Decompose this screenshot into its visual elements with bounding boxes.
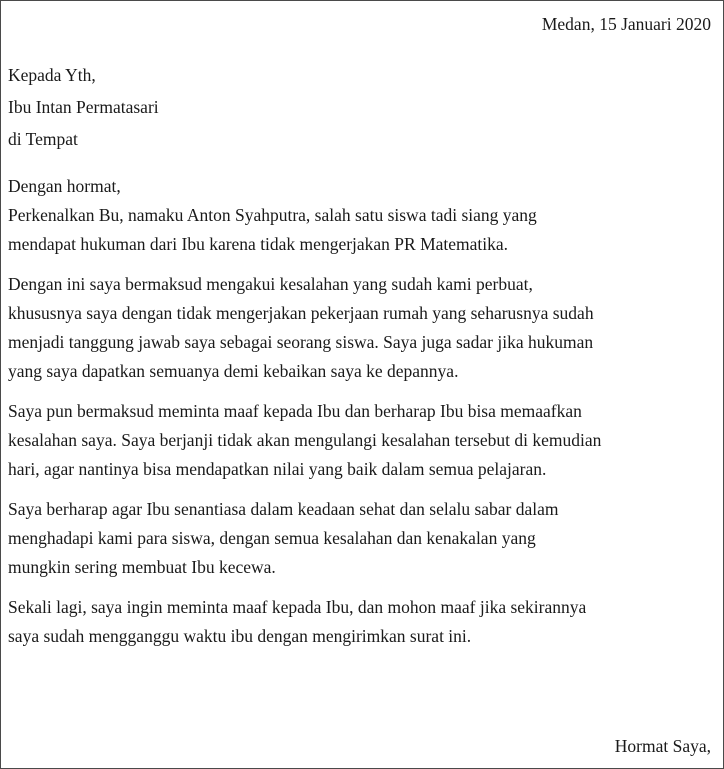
letter-body xyxy=(8,172,713,662)
opening-greeting: Dengan hormat, xyxy=(8,176,121,196)
paragraph-line: Saya berharap agar Ibu senantiasa dalam keadaan sehat dan selalu sabar dalam xyxy=(8,499,559,519)
paragraph-line: saya sudah mengganggu waktu ibu dengan mengirimkan surat ini. xyxy=(8,626,472,646)
letter-date: Medan, 15 Januari 2020 xyxy=(541,14,711,34)
paragraph-line: mungkin sering membuat Ibu kecewa. xyxy=(8,557,276,577)
paragraph-line: yang saya dapatkan semuanya demi kebaikan saya ke depannya. xyxy=(8,361,459,381)
paragraph-line: kesalahan saya. Saya berjanji tidak akan mengulangi kesalahan tersebut di kemudian xyxy=(8,430,602,450)
paragraph-apology xyxy=(8,397,713,484)
paragraph-line: Sekali lagi, saya ingin meminta maaf kepada Ibu, dan mohon maaf jika sekirannya xyxy=(8,597,587,617)
recipient-location: di Tempat xyxy=(8,129,78,149)
paragraph-closing-remarks xyxy=(8,593,713,651)
recipient-block xyxy=(8,59,713,155)
paragraph-line: Dengan ini saya bermaksud mengakui kesalahan yang sudah kami perbuat, xyxy=(8,274,533,294)
paragraph-line: khususnya saya dengan tidak mengerjakan pekerjaan rumah yang seharusnya sudah xyxy=(8,303,594,323)
paragraph-opening xyxy=(8,172,713,259)
paragraph-hope xyxy=(8,495,713,582)
paragraph-line: menjadi tanggung jawab saya sebagai seorang siswa. Saya juga sadar jika hukuman xyxy=(8,332,594,352)
paragraph-line: Saya pun bermaksud meminta maaf kepada Ibu dan berharap Ibu bisa memaafkan xyxy=(8,401,582,421)
recipient-salutation: Kepada Yth, xyxy=(8,65,96,85)
paragraph-line: Perkenalkan Bu, namaku Anton Syahputra, salah satu siswa tadi siang yang xyxy=(8,205,537,225)
paragraph-line: menghadapi kami para siswa, dengan semua kesalahan dan kenakalan yang xyxy=(8,528,536,548)
paragraph-line: hari, agar nantinya bisa mendapatkan nilai yang baik dalam semua pelajaran. xyxy=(8,459,547,479)
paragraph-line: mendapat hukuman dari Ibu karena tidak mengerjakan PR Matematika. xyxy=(8,234,509,254)
recipient-name: Ibu Intan Permatasari xyxy=(8,97,159,117)
letter-closing: Hormat Saya, xyxy=(614,736,711,756)
paragraph-admission xyxy=(8,270,713,386)
